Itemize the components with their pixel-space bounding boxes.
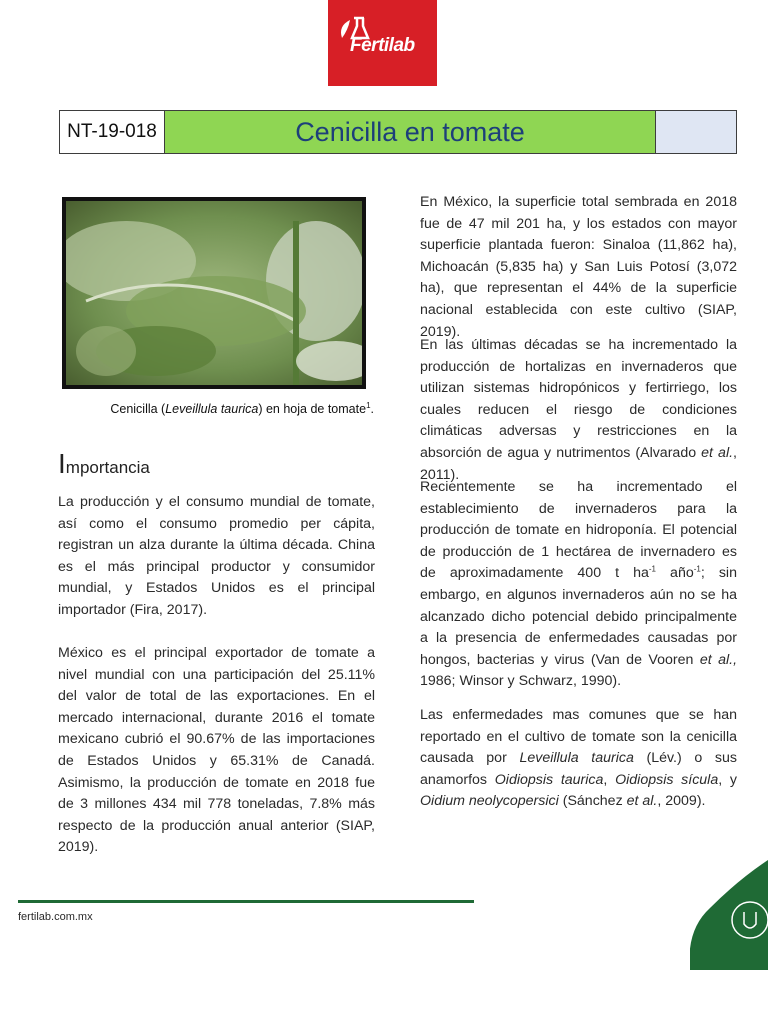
paragraph: Recientemente se ha incrementado el establecimiento de invernaderos para la producción de tomate en hidroponía. El potencial de producción de 1 hectárea de invernadero es de aproximadamente 400 t $ha^{-1}$ año$^{-1}$; sin embargo, en algunos invernaderos aún no se ha alcanzado dicho potencial debido principalmente a la presencia de enfermedades causadas por hongos, bacterias y virus (Van de Vooren et al., 1986; Winsor y Schwarz, 1990). <box>420 479 738 690</box>
corner-seal-decoration <box>690 860 768 970</box>
figure-caption: Cenicilla (Leveillula taurica) en hoja de tomate$^1$. <box>110 401 374 417</box>
paragraph: La producción y el consumo mundial de tomate, así como el consumo promedio per cápita, registran un alza durante la última década. China es el más principal productor y consumidor mundial, y Estados Unidos es el principal importador (Fira, 2017). <box>58 494 375 618</box>
paragraph: México es el principal exportador de tomate a nivel mundial con una participación del 25.11% del valor de total de las exportaciones. En el mercado internacional, durante 2016 el tomate mexicano cubrió el 90.67% de las importaciones de Estados Unidos y 65.31% de Canadá. Asimismo, la producción de tomate en 2018 fue de 3 millones 434 mil 778 toneladas, 7.8% más respecto de la producción anual anterior (SIAP, 2019). <box>58 645 375 856</box>
paragraph: En México, la superficie total sembrada en 2018 fue de 47 mil 201 ha, y los estados con mayor superficie plantada fueron: Sinaloa (11,862 ha), Michoacán (5,835 ha) y San Luis Potosí (3,072 ha), que representan el 44% de la superficie nacional establecida con este cultivo (SIAP, 2019). <box>420 194 737 340</box>
page-title: Cenicilla en tomate <box>165 111 656 153</box>
section-heading: Importancia <box>58 448 150 479</box>
paragraph: Las enfermedades mas comunes que se han reportado en el cultivo de tomate son la cenicilla causada por Leveillula taurica (Lév.) o sus anamorfos Oidiopsis taurica, Oidiopsis sícula, y Oidium neolycopersici (Sánchez et al., 2009). <box>420 707 737 810</box>
fertilab-logo <box>328 0 437 86</box>
header-blank-cell <box>656 111 736 153</box>
brand-name: Fertilab <box>350 35 415 56</box>
paragraph: En las últimas décadas se ha incrementado la producción de hortalizas en invernaderos que utilizan sistemas hidropónicos y fertirriego, los cuales reducen el riesgo de condiciones climáticas adversas y restricciones en la absorción de agua y nutrimentos (Alvarado et al., 2011). <box>420 337 737 483</box>
leaf-photo <box>62 197 366 389</box>
footer-divider <box>18 900 474 903</box>
document-code: NT-19-018 <box>60 111 165 153</box>
title-band <box>59 110 737 154</box>
website-link[interactable]: fertilab.com.mx <box>18 911 93 923</box>
tomato-leaf-image <box>66 201 362 385</box>
